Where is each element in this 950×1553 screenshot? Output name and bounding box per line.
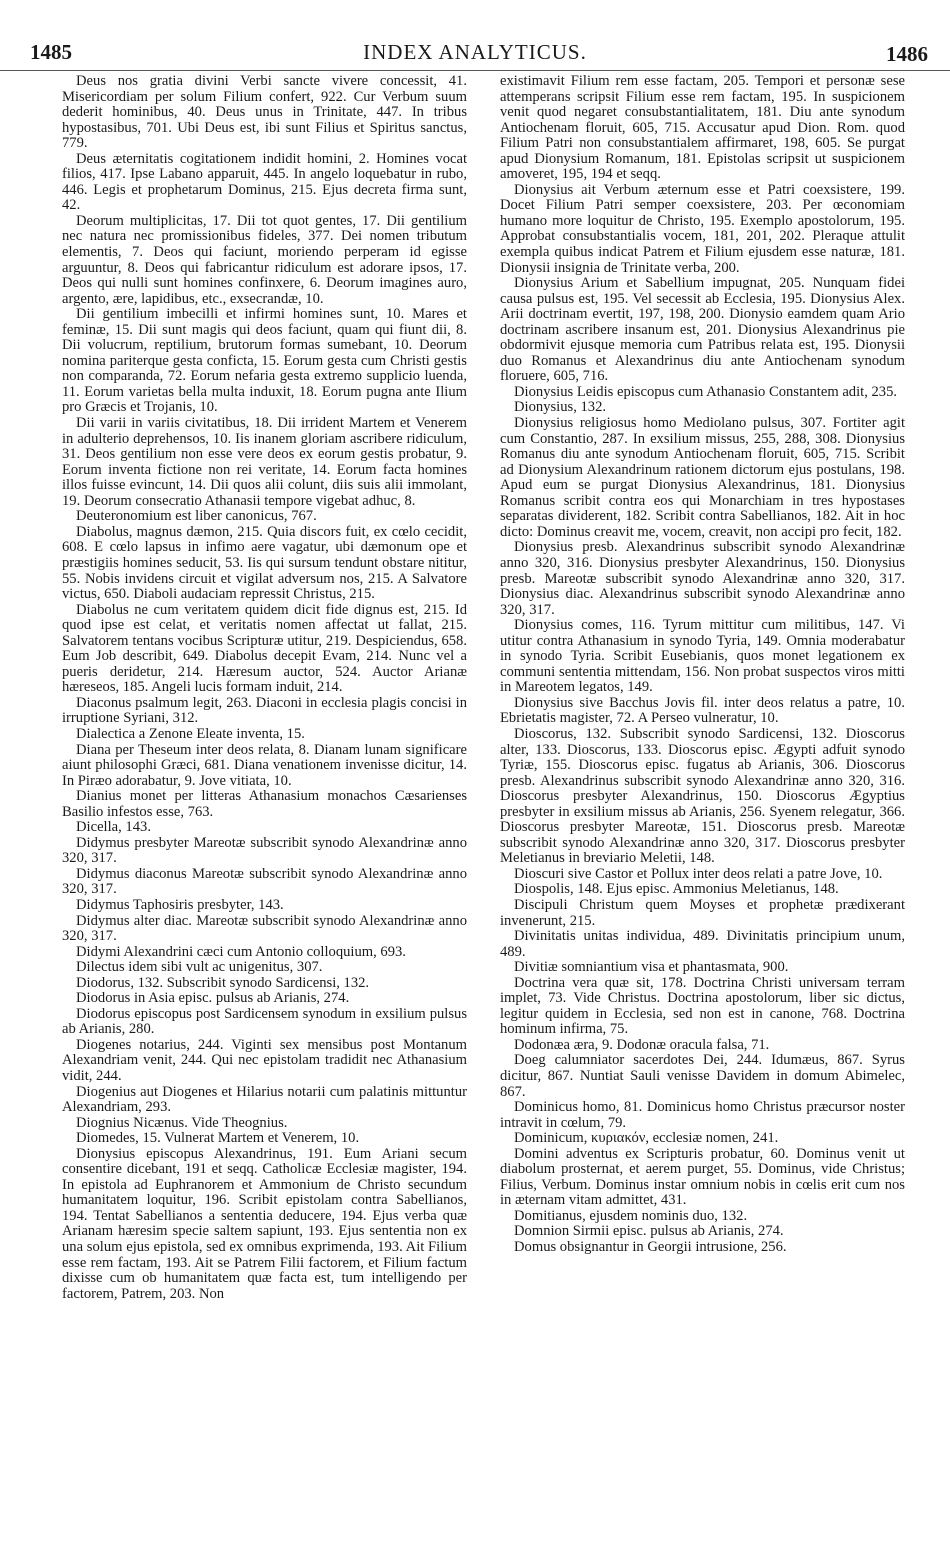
index-entry: Diaconus psalmum legit, 263. Diaconi in ecclesia plagis concisi in irruptione Syriani, 312. [62,694,467,727]
index-entry: Deus nos gratia divini Verbi sancte vivere concessit, 41. Misericordiam per solum Filium confert, 922. Cur Verbum suum dederit hominibus, 40. Deus unus in Trinitate, 447. In tribus hypostasibus, 701. Ubi Deus est, ibi sunt Filius et Spiritus sanctus, 779. [62,73,467,152]
left-column [62,74,467,1302]
index-entry: Diognius Nicænus. Vide Theognius. [76,1114,288,1131]
right-column [500,74,905,1256]
index-entry: Diana per Theseum inter deos relata, 8. Dianam lunam significare aiunt philosophi Græci, 681. Diana venationem invenisse dicitur, 14. In Piræo adorabatur, 9. Jove vitiata, 10. [62,741,467,789]
index-entry: Didymus Taphosiris presbyter, 143. [76,896,284,913]
index-entry: Diodorus episcopus post Sardicensem synodum in exsilium pulsus ab Arianis, 280. [62,1005,467,1038]
index-entry: Domnion Sirmii episc. pulsus ab Arianis, 274. [514,1223,784,1240]
index-entry: Didymus alter diac. Mareotæ subscribit synodo Alexandrinæ anno 320, 317. [62,912,467,945]
index-entry: Diabolus, magnus dæmon, 215. Quia discors fuit, ex cœlo cecidit, 608. E cœlo lapsus in infimo aere vagatur, ubi dæmonum ope et præstigiis homines seducit, 53. Iis qui sursum tendunt obstare nititur, 55. Nobis invidens circuit et vigilat adversum nos, 215. A Salvatore victus, 650. Diaboli audaciam repressit Christus, 215. [62,523,467,603]
index-entry: Discipuli Christum quem Moyses et prophetæ prædixerant invenerunt, 215. [500,896,905,929]
index-entry: Dionysius presb. Alexandrinus subscribit synodo Alexandrinæ anno 320, 316. Dionysius presbyter Alexandrinus, 150. Dionysius presb. Mareotæ subscribit synodo Alexandrinæ anno 320, 317. Dionysius diac. Alexandrinus subscribit synodo Alexandrinæ anno 320, 317. [500,539,905,618]
index-entry: Dii varii in variis civitatibus, 18. Dii irrident Martem et Venerem in adulterio deprehensos, 10. Iis inanem gloriam ascribere ridiculum, 31. Deos gentilium non esse vere deos ex eorum gestis probatur, 9. Eorum inventa fictione non rei veritate, 14. Eorum facta homines illos fuisse evincunt, 14. Dii quos alii colunt, diis suis alii immolant, 19. Deorum consecratio Athanasii tempore vigebat adhuc, 8. [62,415,467,509]
index-entry: Doeg calumniator sacerdotes Dei, 244. Idumæus, 867. Syrus dicitur, 867. Nuntiat Sauli venisse Davidem in domum Abimelec, 867. [500,1052,905,1100]
index-entry: Dionysius sive Bacchus Jovis fil. inter deos relatus a patre, 10. Ebrietatis magister, 72. A Perseo vulneratur, 10. [500,694,905,727]
index-entry: Dodonæa æra, 9. Dodonæ oracula falsa, 71. [514,1036,770,1053]
index-entry: Doctrina vera quæ sit, 178. Doctrina Christi universam terram implet, 73. Vide Christus. Doctrina apostolorum, liber sic dictus, legitur quidem in Ecclesia, sed non est in canone, 768. Doctrina hominum infirma, 75. [500,974,905,1038]
index-entry: Deus æternitatis cogitationem indidit homini, 2. Homines vocat filios, 417. Ipse Labano apparuit, 445. In angelo loquebatur in rubo, 446. Legis et prophetarum Dominus, 215. Ejus decreta firma sunt, 42. [62,150,467,214]
index-entry: Domitianus, ejusdem nominis duo, 132. [514,1207,748,1224]
index-entry: Dicella, 143. [76,819,151,836]
running-title: INDEX ANALYTICUS. [363,40,587,64]
index-entry: Dioscorus, 132. Subscribit synodo Sardicensi, 132. Dioscorus alter, 133. Dioscorus, 133. Dioscorus episc. Ægypti adfuit synodo Tyriæ, 155. Dioscorus episc. fugatus ab Arianis, 306. Dioscorus presb. Alexandrinus subscribit synodo Alexandrinæ anno 320, 316. Dioscorus presbyter Alexandrinus, 150. Dioscorus Ægyptius presbyter in exsilium missus ab Arianis, 256. Syenem relegatur, 366. Dioscorus presbyter Mareotæ, 151. Dioscorus presb. Mareotæ subscribit synodo Alexandrinæ anno 320, 317. Dioscorus presbyter Meletianus in breviario Meletii, 148. [500,725,905,867]
index-entry: Diodorus in Asia episc. pulsus ab Arianis, 274. [76,990,350,1007]
index-entry: Dioscuri sive Castor et Pollux inter deos relati a patre Jove, 10. [514,865,883,882]
index-entry: Divitiæ somniantium visa et phantasmata, 900. [514,959,789,976]
index-entry: Domus obsignantur in Georgii intrusione, 256. [514,1239,787,1256]
index-entry: Diogenius aut Diogenes et Hilarius notarii cum palatinis mittuntur Alexandriam, 293. [62,1083,467,1116]
index-entry: Deuteronomium est liber canonicus, 767. [76,508,317,525]
index-entry: Dionysius comes, 116. Tyrum mittitur cum militibus, 147. Vi utitur contra Athanasium in synodo Tyria, 149. Omnia moderabatur in synodo Tyria. Scribit Eusebianis, quos monet legationem ex communi sententia mittendam, 156. Non probat suspectos viros mitti in Mareotem legatos, 149. [500,617,905,696]
index-entry: existimavit Filium rem esse factam, 205. Tempori et personæ sese attemperans scripsit Filium esse rem factam, 195. In suspicionem venit quod negaret consubstantialitatem, 181. Diu ante synodum Antiochenam floruit, 605, 715. Accusatur apud Dion. Rom. quod Filium Patri non consubstantialem affirmaret, 198, 605. Se purgat apud Dionysium Romanum, 181. Epistolas scripsit ut suspicionem amoveret, 195, 194 et seqq. [500,73,905,183]
index-entry: Deorum multiplicitas, 17. Dii tot quot gentes, 17. Dii gentilium nec natura nec promissionibus fideles, 377. Dei nomen tributum elementis, 7. Deos qui faciunt, moriendo perperam id egisse arguuntur, 8. Deos qui fabricantur ridiculum est adorare ipsos, 17. Deos qui nulli sunt homines confinxere, 6. Deorum imagines auro, argento, ære, lapidibus, etc., exsecrandæ, 10. [62,212,467,307]
index-entry: Didymi Alexandrini cæci cum Antonio colloquium, 693. [76,943,406,960]
index-entry: Dionysius, 132. [514,399,607,416]
index-entry: Dionysius religiosus homo Mediolano pulsus, 307. Fortiter agit cum Constantio, 287. In exsilium missus, 255, 288, 308. Dionysius Romanus diu ante synodum Antiochenam floruit, 605, 715. Scribit ad Dionysium Alexandrinum rationem dictorum ejus postulans, 198. Apud eum se purgat Dionysius Alexandrinus, 181. Dionysius Romanus scribit contra eos qui Monarchiam in tres hypostases separatas dividerent, 182. Scribit contra Sabellianos, 182. Ait in hoc dicto: Dominus creavit me, vocem, creavit, non accipi pro fecit, 182. [500,415,905,540]
running-header [0,38,950,71]
index-entry: Didymus diaconus Mareotæ subscribit synodo Alexandrinæ anno 320, 317. [62,865,467,898]
page-number-left: 1485 [30,40,72,64]
index-entry: Dii gentilium imbecilli et infirmi homines sunt, 10. Mares et feminæ, 15. Dii sunt magis qui deos faciunt, quam qui fiunt dii, 8. Dii volucrum, reptilium, brutorum formas sumebant, 10. Deorum nomina pariterque gesta conficta, 15. Eorum gesta cum Christi gestis non comparanda, 72. Eorum nefaria gesta extremo supplicio luenda, 11. Eorum varietas bella multa induxit, 18. Eorum pugna ante Ilium pro Græcis et Trojanis, 10. [62,306,467,416]
index-entry: Didymus presbyter Mareotæ subscribit synodo Alexandrinæ anno 320, 317. [62,834,467,867]
index-entry: Diogenes notarius, 244. Viginti sex mensibus post Montanum Alexandriam venit, 244. Qui nec epistolam tradidit nec Athanasium vidit, 244. [62,1036,467,1084]
index-entry: Dialectica a Zenone Eleate inventa, 15. [76,725,305,742]
index-entry: Dominicum, κυριακόν, ecclesiæ nomen, 241. [514,1130,779,1147]
index-entry: Dionysius Leidis episcopus cum Athanasio Constantem adit, 235. [514,383,898,400]
index-entry: Dianius monet per litteras Athanasium monachos Cæsarienses Basilio infestos esse, 763. [62,788,467,820]
index-entry: Diospolis, 148. Ejus episc. Ammonius Meletianus, 148. [514,881,839,898]
index-entry: Dionysius episcopus Alexandrinus, 191. Eum Ariani secum consentire dicebant, 191 et seqq. Catholicæ Ecclesiæ magister, 194. In epistola ad Euphranorem et Ammonium de Christo secundum humanitatem loquitur, 196. Scribit epistolam contra Sabellianos, 194. Tentat Sabellianos a sententia deducere, 194. Ejus verba quæ Arianam hæresim specie saltem sapiunt, 193. Ejus sententia non ex una solum ejus epistola, sed ex omnibus exprimenda, 193. Ait Filium esse rem factam, 193. Ait se Patrem Filii factorem, et Filium factum dixisse cum ob humanitatem quæ facta est, tum intelligendo per factorem, Patrem, 203. Non [62,1145,467,1302]
index-entry: Domini adventus ex Scripturis probatur, 60. Dominus venit ut diabolum prosternat, et aerem purget, 55. Dominus, vide Christus; Filius, Verbum. Dominus instar omnium nobis in cœlis erit cum nos in æternam vitam admittet, 431. [500,1145,905,1209]
index-entry: Dilectus idem sibi vult ac unigenitus, 307. [76,959,323,976]
index-entry: Dionysius Arium et Sabellium impugnat, 205. Nunquam fidei causa pulsus est, 195. Vel secessit ab Ecclesia, 195. Dionysius Alex. Arii doctrinam evertit, 197, 198, 200. Dionysio eamdem quam Ario doctrinam ascribere insanum est, 201. Dionysius Alexandrinus pie obdormivit ejusque memoria cum Patribus relata est, 195. Dionysii duo Romanus et Alexandrinus diu ante Antiochenam synodum floruere, 605, 716. [500,275,905,385]
index-entry: Diomedes, 15. Vulnerat Martem et Venerem, 10. [76,1130,360,1147]
index-entry: Diabolus ne cum veritatem quidem dicit fide dignus est, 215. Id quod ipse est celat, et veritatis nomen affectat ut fallat, 215. Salvatorem tentans vocibus Scripturæ utitur, 219. Despiciendus, 658. Eum Job describit, 649. Diabolus decepit Evam, 214. Nunc vel a pueris deridetur, 214. Hæresum auctor, 524. Auctor Arianæ hæreseos, 185. Angeli lucis formam induit, 214. [62,601,467,696]
page-number-right: 1486 [886,42,928,66]
index-entry: Diodorus, 132. Subscribit synodo Sardicensi, 132. [76,974,370,991]
index-entry: Divinitatis unitas individua, 489. Divinitatis principium unum, 489. [500,928,905,960]
index-entry: Dionysius ait Verbum æternum esse et Patri coexsistere, 199. Docet Filium Patri semper coexsistere, 203. Per œconomiam humano more loquitur de Christo, 195. Exemplo apostolorum, 195. Approbat consubstantialis vocem, 181, 201, 202. Pleraque attulit exempla quibus indicat Patrem et Filium ejusdem esse naturæ, 181. Dionysii insignia de Trinitate verba, 200. [500,181,905,276]
index-entry: Dominicus homo, 81. Dominicus homo Christus præcursor noster intravit in cœlum, 79. [500,1099,905,1131]
